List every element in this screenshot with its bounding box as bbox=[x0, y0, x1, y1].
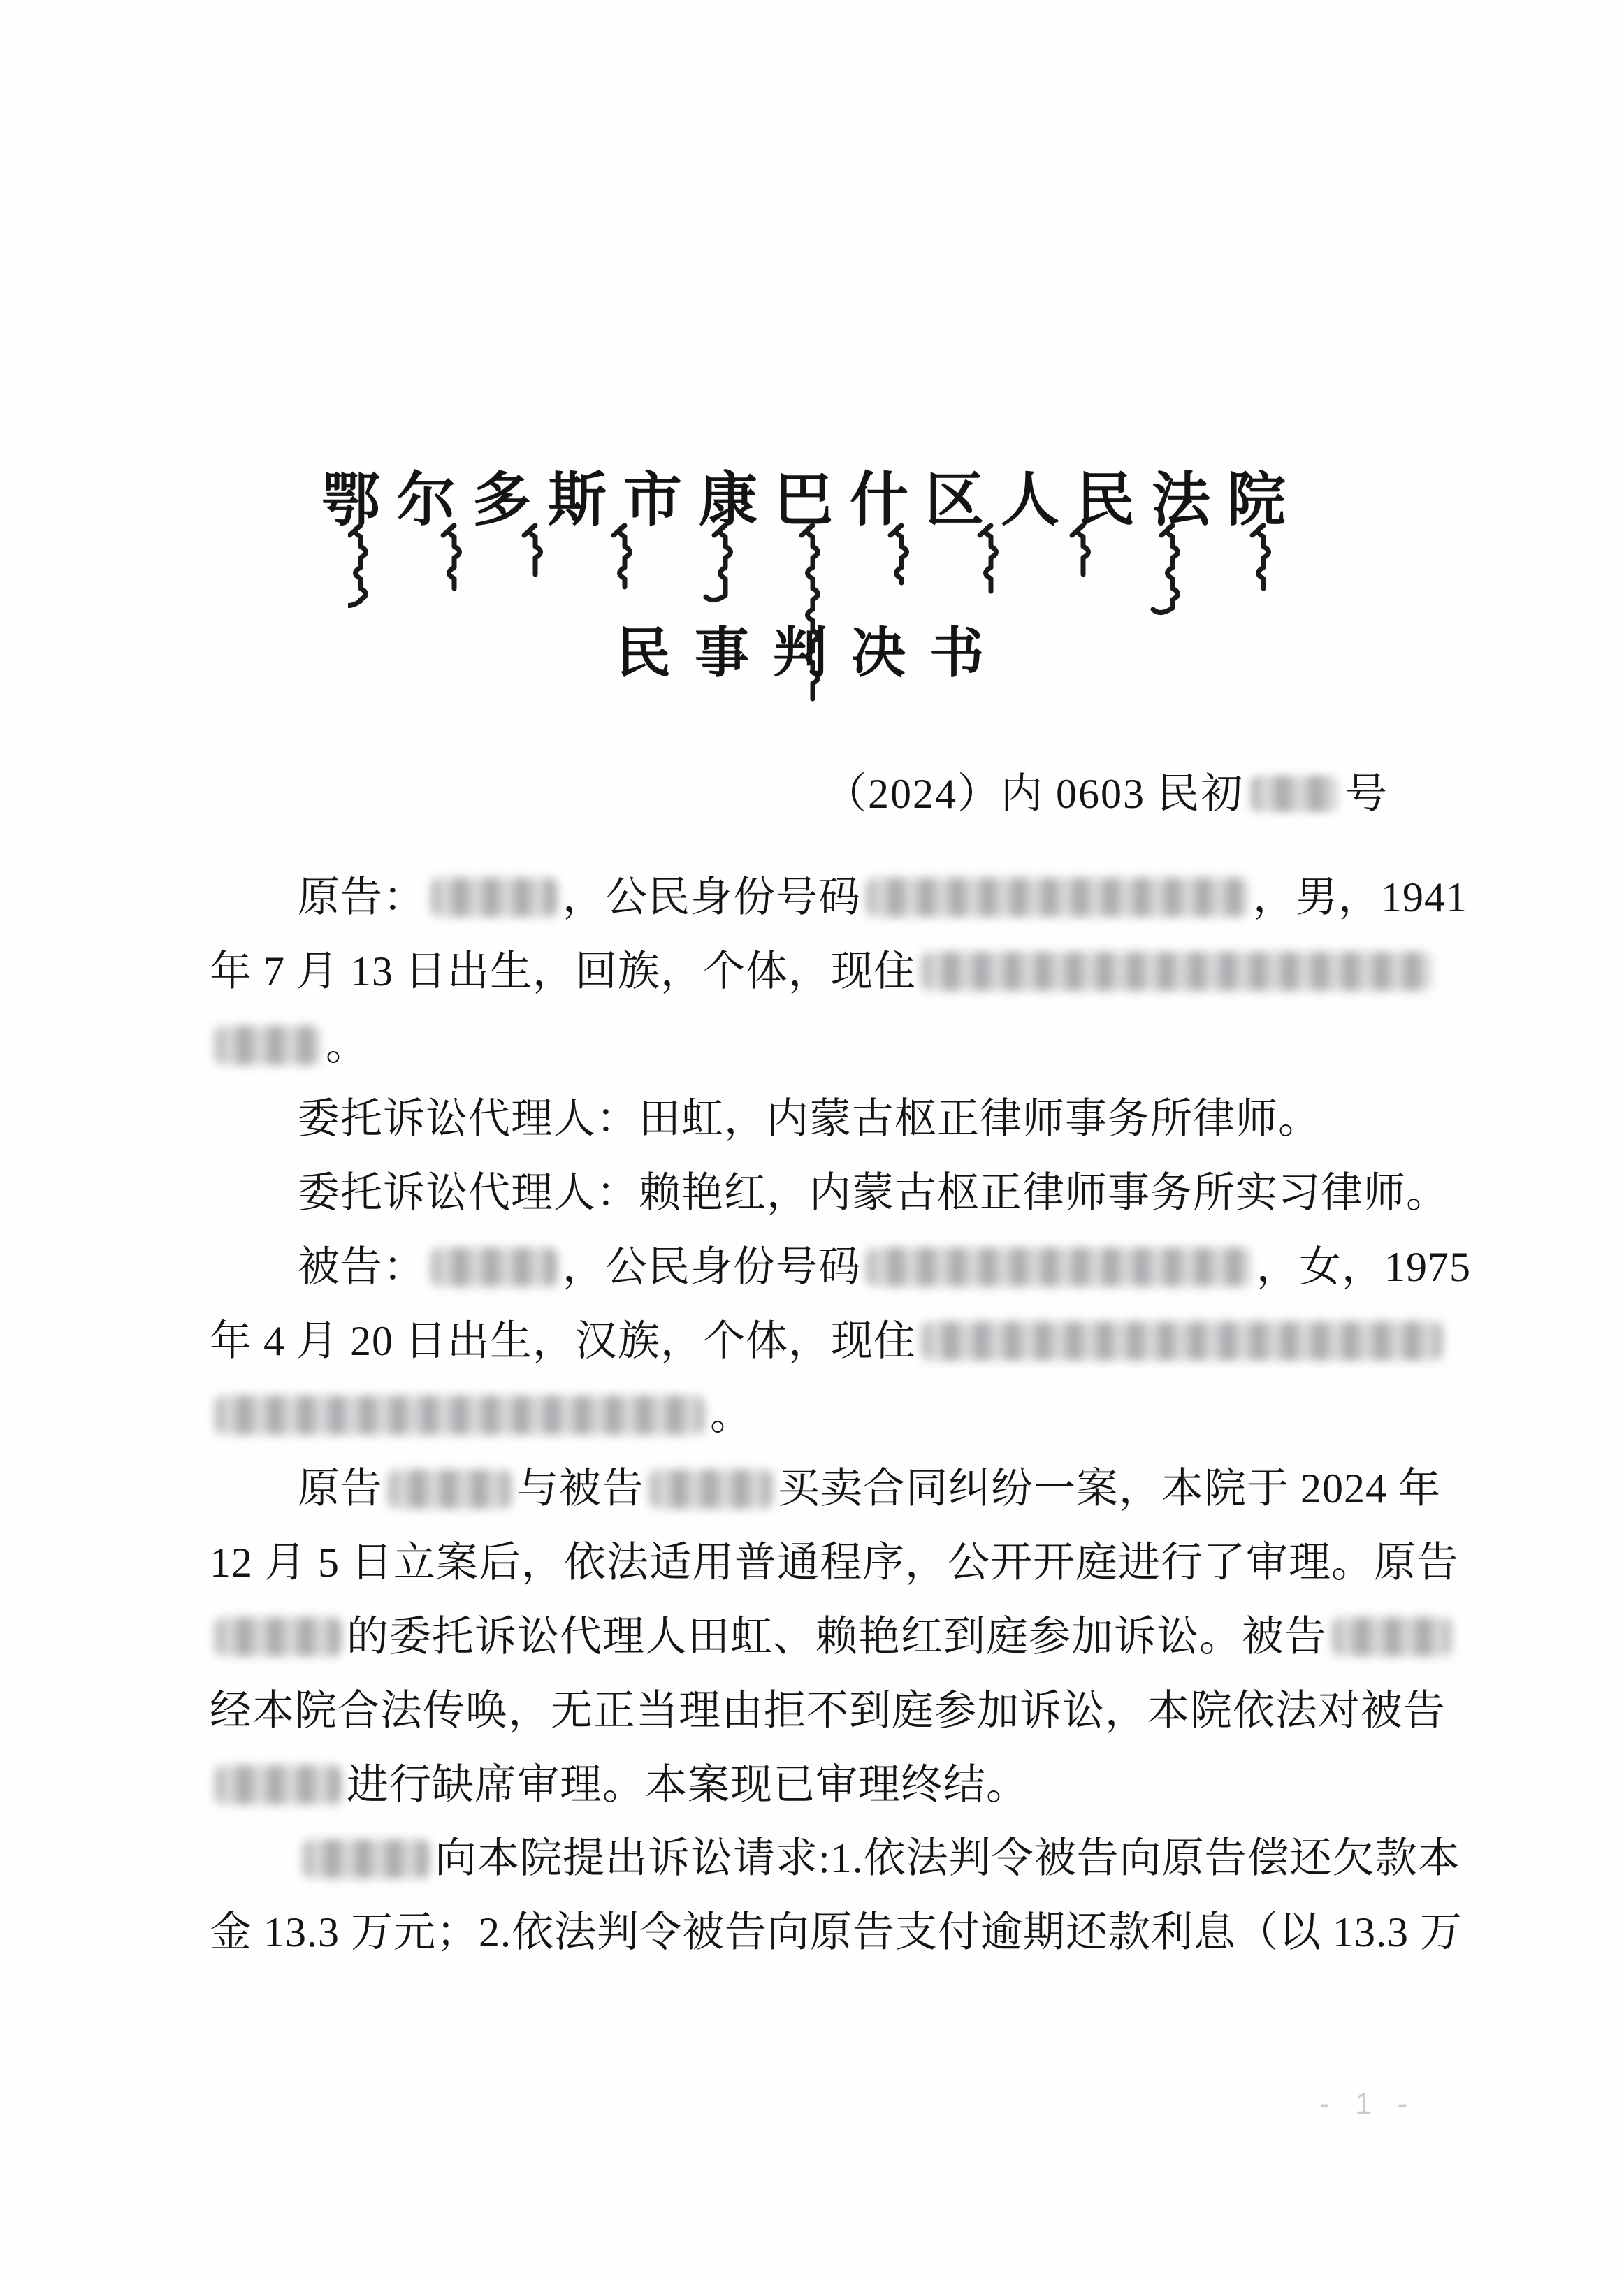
body-line bbox=[210, 1600, 1460, 1674]
text-segment: 年 4 月 20 日出生，汉族，个体，现住 bbox=[210, 1317, 916, 1364]
body-line bbox=[210, 1379, 1460, 1453]
text-segment: ，男，1941 bbox=[1253, 874, 1467, 920]
text-segment: 年 7 月 13 日出生，回族，个体，现住 bbox=[210, 948, 916, 994]
redacted-region bbox=[431, 1247, 557, 1287]
text-segment: 被告： bbox=[298, 1243, 426, 1290]
text-segment: 12 月 5 日立案后，依法适用普通程序，公开开庭进行了审理。原告 bbox=[210, 1540, 1459, 1586]
mongolian-glyph bbox=[1252, 526, 1269, 588]
mongolian-glyph bbox=[1072, 526, 1089, 574]
case-number-suffix: 号 bbox=[1345, 771, 1389, 817]
mongolian-glyph bbox=[706, 526, 731, 600]
text-segment: ，女，1975 bbox=[1256, 1243, 1471, 1290]
text-segment: ，公民身份号码 bbox=[563, 1243, 861, 1290]
text-segment: 委托诉讼代理人：赖艳红，内蒙古枢正律师事务所实习律师。 bbox=[298, 1170, 1449, 1217]
case-number bbox=[825, 760, 1389, 820]
text-segment: 向本院提出诉讼请求:1.依法判令被告向原告偿还欠款本 bbox=[435, 1835, 1460, 1882]
text-segment: 买卖合同纠纷一案，本院于 2024 年 bbox=[778, 1465, 1441, 1512]
redacted-region bbox=[389, 1470, 511, 1509]
redacted-region bbox=[922, 1321, 1442, 1361]
redacted-region bbox=[867, 878, 1247, 917]
redacted-region bbox=[215, 1765, 341, 1804]
mongolian-glyph bbox=[443, 526, 460, 588]
body-line bbox=[210, 1748, 1460, 1823]
text-segment: 原告 bbox=[298, 1465, 383, 1512]
body-line bbox=[210, 861, 1467, 935]
body-line bbox=[210, 1009, 1460, 1083]
text-segment: 进行缺席审理。本案现已审理终结。 bbox=[347, 1761, 1029, 1808]
body-line bbox=[210, 1082, 1460, 1157]
text-segment: 经本院合法传唤，无正当理由拒不到庭参加诉讼，本院依法对被告 bbox=[210, 1687, 1446, 1734]
case-number-redaction bbox=[1251, 776, 1338, 812]
mongolian-glyph bbox=[980, 526, 996, 591]
mongolian-glyph bbox=[890, 526, 907, 583]
text-segment: 委托诉讼代理人：田虹，内蒙古枢正律师事务所律师。 bbox=[298, 1096, 1321, 1143]
text-segment: 金 13.3 万元；2.依法判令被告向原告支付逾期还款利息（以 13.3 万 bbox=[210, 1909, 1463, 1956]
text-segment: 原告： bbox=[298, 874, 426, 920]
body-line bbox=[210, 1526, 1460, 1600]
redacted-region bbox=[215, 1026, 320, 1065]
redacted-region bbox=[1333, 1617, 1451, 1656]
body-line bbox=[210, 1674, 1460, 1748]
redacted-region bbox=[650, 1470, 772, 1509]
body-line bbox=[210, 1157, 1460, 1231]
text-segment: ，公民身份号码 bbox=[563, 874, 861, 920]
redacted-region bbox=[922, 952, 1432, 991]
body-line bbox=[210, 1452, 1460, 1526]
document-type-title: 民事判决书 bbox=[616, 623, 1008, 683]
mongolian-glyph bbox=[348, 526, 366, 606]
body-line bbox=[210, 935, 1460, 1009]
text-segment: 与被告 bbox=[516, 1465, 644, 1512]
text-segment: 。 bbox=[326, 1022, 368, 1069]
redacted-region bbox=[303, 1839, 429, 1878]
body-line bbox=[210, 1896, 1463, 1970]
redacted-region bbox=[215, 1396, 704, 1435]
body-line bbox=[210, 1231, 1471, 1305]
judgment-body bbox=[210, 861, 1471, 1970]
page-number: - 1 - bbox=[1319, 2087, 1416, 2121]
text-segment: 的委托诉讼代理人田虹、赖艳红到庭参加诉讼。被告 bbox=[347, 1613, 1327, 1660]
redacted-region bbox=[867, 1247, 1251, 1287]
body-line bbox=[210, 1822, 1460, 1896]
mongolian-glyph bbox=[614, 526, 630, 587]
redacted-region bbox=[215, 1617, 341, 1656]
redacted-region bbox=[431, 878, 557, 917]
body-line bbox=[210, 1305, 1460, 1379]
court-name-heading: 鄂尔多斯市康巴什区人民法院 bbox=[321, 468, 1303, 533]
mongolian-glyph bbox=[1153, 526, 1178, 613]
text-segment: 。 bbox=[710, 1391, 753, 1438]
mongolian-glyph bbox=[524, 526, 541, 574]
case-number-prefix: （2024）内 0603 民初 bbox=[825, 771, 1244, 817]
